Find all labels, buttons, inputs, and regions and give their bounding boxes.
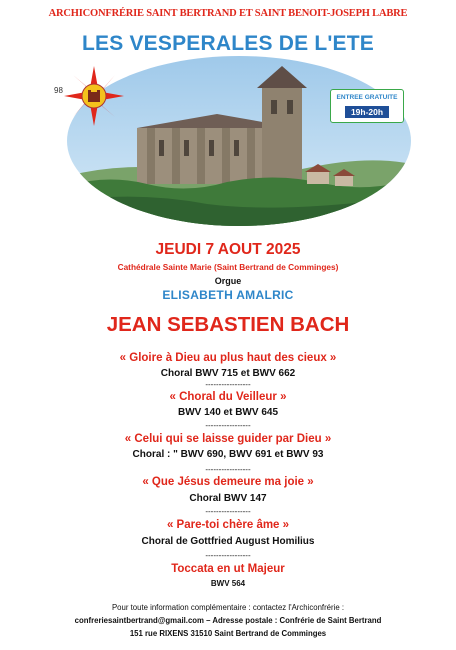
footer-postal: – Adresse postale : Confrérie de Saint Bertrand	[206, 616, 382, 625]
program-item-3-sub: Choral : " BWV 690, BWV 691 et BWV 93	[132, 449, 324, 460]
event-series-title: LES VESPERALES DE L'ETE	[82, 32, 374, 55]
confraternity-emblem-icon	[64, 66, 124, 126]
separator: -----------------	[205, 380, 251, 389]
separator: -----------------	[205, 551, 251, 560]
event-time: 19h-20h	[345, 106, 389, 118]
instrument: Orgue	[214, 276, 242, 286]
program-item-5-sub: Choral de Gottfried August Homilius	[141, 536, 315, 547]
program-item-4-sub: Choral BWV 147	[189, 493, 267, 504]
footer-address: 151 rue RIXENS 31510 Saint Bertrand de Comminges	[129, 629, 327, 638]
program-item-6-title: Toccata en ut Majeur	[171, 563, 285, 575]
performer-name: ELISABETH AMALRIC	[162, 288, 294, 302]
program-item-6-sub: BWV 564	[210, 579, 246, 588]
composer-name: JEAN SEBASTIEN BACH	[106, 313, 350, 336]
program-item-1-sub: Choral BWV 715 et BWV 662	[160, 368, 296, 379]
organization-name: ARCHICONFRÉRIE SAINT BERTRAND ET SAINT BENOIT-JOSEPH LABRE	[48, 8, 408, 19]
footer-contact	[0, 616, 456, 625]
separator: -----------------	[205, 465, 251, 474]
separator: -----------------	[205, 421, 251, 430]
program-item-5-title: « Pare-toi chère âme »	[166, 519, 290, 531]
program-item-3-title: « Celui qui se laisse guider par Dieu »	[124, 433, 332, 445]
separator: -----------------	[205, 507, 251, 516]
free-entry-badge	[330, 89, 404, 123]
free-entry-label: ENTREE GRATUITE	[336, 94, 398, 101]
event-date: JEUDI 7 AOUT 2025	[155, 241, 301, 258]
badge-number: 98	[54, 86, 63, 95]
program-item-1-title: « Gloire à Dieu au plus haut des cieux »	[119, 352, 337, 364]
footer-email[interactable]: confreriesaintbertrand@gmail.com	[74, 616, 204, 625]
event-venue: Cathédrale Sainte Marie (Saint Bertrand de Comminges)	[117, 262, 339, 272]
footer-info: Pour toute information complémentaire : contactez l'Archiconfrérie :	[111, 603, 345, 612]
program-item-2-sub: BWV 140 et BWV 645	[177, 407, 279, 418]
program-item-2-title: « Choral du Veilleur »	[169, 391, 287, 403]
program-item-4-title: « Que Jésus demeure ma joie »	[142, 476, 314, 488]
